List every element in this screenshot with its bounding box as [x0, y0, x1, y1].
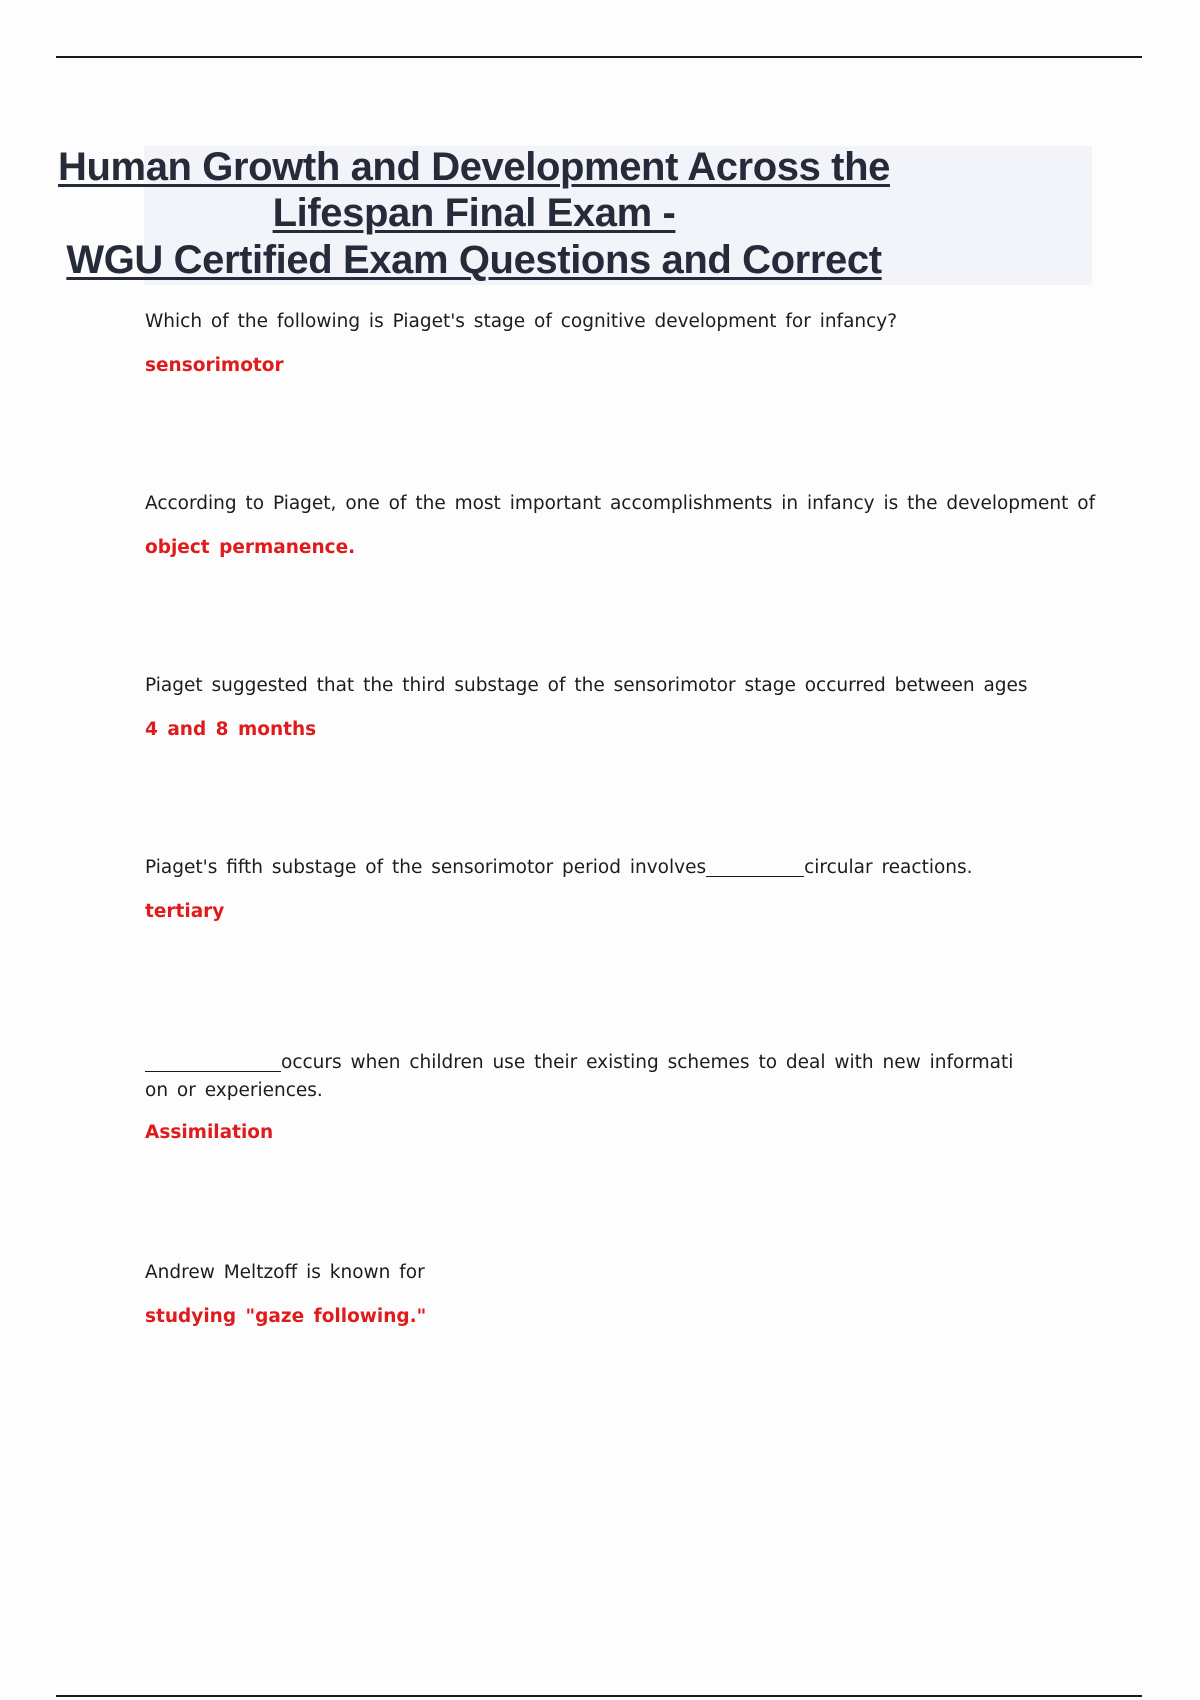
answer-text: sensorimotor [145, 355, 284, 376]
question-text: occurs when children use their existing schemes to deal with new informati [145, 1049, 1085, 1077]
question-text: Andrew Meltzoff is known for [145, 1262, 425, 1283]
answer-text: tertiary [145, 901, 225, 922]
answer-text: 4 and 8 months [145, 719, 317, 740]
answer-text: studying "gaze following." [145, 1306, 427, 1327]
answer-text: object permanence. [145, 537, 356, 558]
title-line-2: Lifespan Final Exam - [272, 191, 676, 235]
qa-item-1 [145, 308, 1085, 380]
fill-in-blank [706, 856, 804, 877]
title-line-3: WGU Certified Exam Questions and Correct [66, 238, 882, 282]
answer-text: Assimilation [145, 1122, 274, 1143]
qa-item-4 [145, 854, 1085, 926]
question-text: Piaget suggested that the third substage of the sensorimotor stage occurred between ages [145, 675, 1028, 696]
qa-item-3 [145, 672, 1085, 744]
question-text: Which of the following is Piaget's stage of cognitive development for infancy? [145, 311, 898, 332]
qa-item-5 [145, 1049, 1085, 1147]
question-text: Piaget's fifth substage of the sensorimotor period involves circular reactions. [145, 857, 973, 878]
top-rule [56, 56, 1142, 58]
title-line-1: Human Growth and Development Across the [58, 145, 890, 189]
qa-item-6 [145, 1259, 1085, 1331]
qa-item-2 [145, 490, 1096, 562]
question-text: According to Piaget, one of the most important accomplishments in infancy is the development of [145, 493, 1096, 514]
bottom-rule [56, 1695, 1142, 1697]
fill-in-blank [145, 1051, 281, 1072]
question-text-continuation: on or experiences. [145, 1080, 323, 1101]
